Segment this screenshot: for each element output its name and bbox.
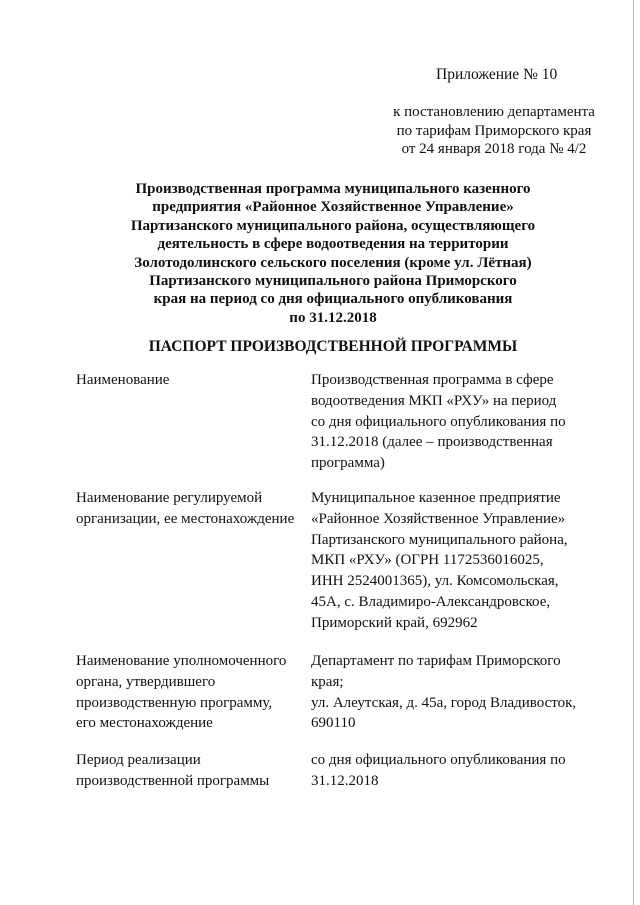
title-line: по 31.12.2018 xyxy=(289,309,377,326)
value-line: края; xyxy=(311,673,344,690)
value-line: со дня официального опубликования по xyxy=(311,413,566,430)
page-edge-line xyxy=(633,0,634,905)
decree-line: по тарифам Приморского края xyxy=(396,122,592,139)
document-title xyxy=(100,180,566,327)
row-value xyxy=(311,750,606,792)
value-line: со дня официального опубликования по xyxy=(311,752,566,768)
value-line: МКП «РХУ» (ОГРН 1172536016025, xyxy=(311,552,544,569)
value-line: Производственная программа в сфере xyxy=(311,372,554,388)
row-value xyxy=(311,370,606,474)
value-line: Приморский край, 692962 xyxy=(311,614,478,631)
decree-line: от 24 января 2018 года № 4/2 xyxy=(401,141,587,157)
label-line: Наименование регулируемой xyxy=(76,490,263,506)
row-label xyxy=(76,651,308,734)
value-line: Департамент по тарифам Приморского xyxy=(311,653,561,669)
title-line: деятельность в сфере водоотведения на территории xyxy=(157,236,509,253)
decree-line: к постановлению департамента xyxy=(393,104,595,120)
title-line: Партизанского муниципального района, осуществляющего xyxy=(130,217,536,234)
row-value xyxy=(311,651,606,734)
row-label xyxy=(76,750,308,792)
value-line: 690110 xyxy=(311,715,356,732)
value-line: Партизанского муниципального района, xyxy=(311,531,568,548)
label-line: производственную программу, xyxy=(76,694,273,711)
label-line: его местонахождение xyxy=(76,715,213,732)
label-line: Наименование уполномоченного xyxy=(76,653,287,669)
value-line: ИНН 2524001365), ул. Комсомольская, xyxy=(311,573,559,590)
value-line: 31.12.2018 xyxy=(311,772,379,789)
row-value xyxy=(311,488,606,634)
value-line: 31.12.2018 (далее – производственная xyxy=(311,434,553,451)
value-line: 45А, с. Владимиро-Александровское, xyxy=(311,593,551,610)
label-line: организации, ее местонахождение xyxy=(76,510,295,527)
title-line: края на период со дня официального опубликования xyxy=(153,291,513,308)
title-line: Партизанского муниципального района Приморского xyxy=(149,273,517,290)
title-line: предприятия «Районное Хозяйственное Управление» xyxy=(152,199,514,216)
label-line: органа, утвердившего xyxy=(76,673,216,690)
value-line: ул. Алеутская, д. 45а, город Владивосток, xyxy=(311,694,577,711)
decree-reference xyxy=(388,103,600,159)
appendix-number: Приложение № 10 xyxy=(436,66,558,83)
title-line: Золотодолинского сельского поселения (кроме ул. Лётная) xyxy=(134,254,532,271)
value-line: Муниципальное казенное предприятие xyxy=(311,490,561,506)
row-label xyxy=(76,488,308,530)
label-line: Период реализации xyxy=(76,752,201,768)
row-label xyxy=(76,370,308,391)
value-line: «Районное Хозяйственное Управление» xyxy=(311,510,566,527)
title-line: Производственная программа муниципального казенного xyxy=(135,181,531,197)
value-line: программа) xyxy=(311,455,385,472)
label-line: производственной программы xyxy=(76,772,270,789)
passport-heading: ПАСПОРТ ПРОИЗВОДСТВЕННОЙ ПРОГРАММЫ xyxy=(148,338,518,355)
value-line: водоотведения МКП «РХУ» на период xyxy=(311,392,557,409)
label-line: Наименование xyxy=(76,372,170,388)
